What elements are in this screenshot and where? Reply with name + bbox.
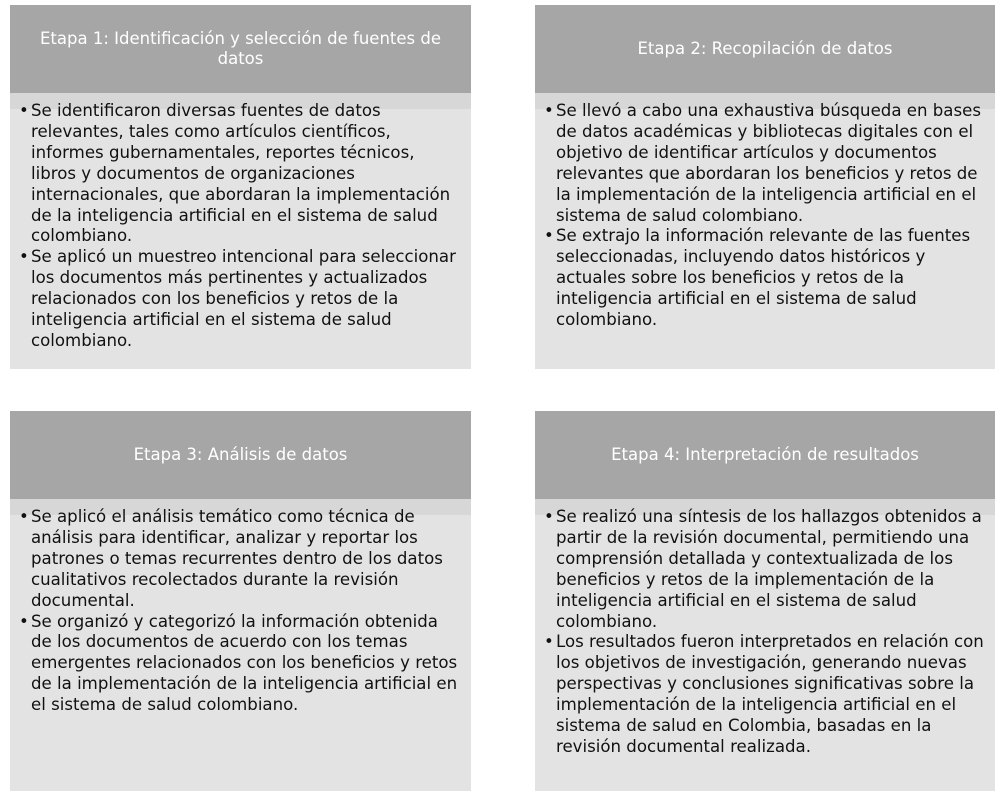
stage-1-title: Etapa 1: Identificación y selección de fuentes de datos [39,29,442,68]
stage-1-bullet-2: • Se aplicó un muestreo intencional para seleccionar los documentos más pertinentes y actualizados relacionados con los beneficios y retos de la inteligencia artificial en el sistema de salud colombiano. [19,247,463,352]
stage-4-bullet-2: • Los resultados fueron interpretados en relación con los objetivos de investigación, generando nuevas perspectivas y conclusiones significativas sobre la implementación de la inteligencia artificial en el sistema de salud en Colombia, basadas en la revisión documental realizada. [544,632,987,757]
stage-3-header [10,411,471,499]
stage-1-header [10,5,471,93]
stage-4-bullet-list [544,507,987,758]
stage-3-bullet-2: • Se organizó y categorizó la información obtenida de los documentos de acuerdo con los temas emergentes relacionados con los beneficios y retos de la implementación de la inteligencia artificial en el sistema de salud colombiano. [19,612,463,717]
stage-3-bullet-1: • Se aplicó el análisis temático como técnica de análisis para identificar, analizar y reportar los patrones o temas recurrentes dentro de los datos cualitativos recolectados durante la revisión documental. [19,507,463,612]
stage-3-body [10,499,471,791]
stage-4-title: Etapa 4: Interpretación de resultados [611,445,919,464]
stage-3-bullet-list [19,507,463,716]
stage-1-bullet-1: • Se identificaron diversas fuentes de datos relevantes, tales como artículos científicos, informes gubernamentales, reportes técnicos, libros y documentos de organizaciones internacionales, que abordaran la implementación de la inteligencia artificial en el sistema de salud colombiano. [19,101,463,247]
stage-4-header [535,411,995,499]
stage-4-body [535,499,995,791]
stage-2-title: Etapa 2: Recopilación de datos [637,39,893,58]
stage-2-header [535,5,995,93]
stage-2-bullet-list [544,101,987,331]
stage-2-body [535,93,995,369]
stage-3-title: Etapa 3: Análisis de datos [133,445,348,464]
stage-4-bullet-1: • Se realizó una síntesis de los hallazgos obtenidos a partir de la revisión documental, permitiendo una comprensión detallada y contextualizada de los beneficios y retos de la implementación de la inteligencia artificial en el sistema de salud colombiano. [544,507,987,632]
stage-1-body [10,93,471,369]
stage-2-bullet-1: • Se llevó a cabo una exhaustiva búsqueda en bases de datos académicas y bibliotecas digitales con el objetivo de identificar artículos y documentos relevantes que abordaran los beneficios y retos de la implementación de la inteligencia artificial en el sistema de salud colombiano. [544,101,987,226]
stage-1-bullet-list [19,101,463,352]
stage-2-bullet-2: • Se extrajo la información relevante de las fuentes seleccionadas, incluyendo datos históricos y actuales sobre los beneficios y retos de la inteligencia artificial en el sistema de salud colombiano. [544,226,987,331]
